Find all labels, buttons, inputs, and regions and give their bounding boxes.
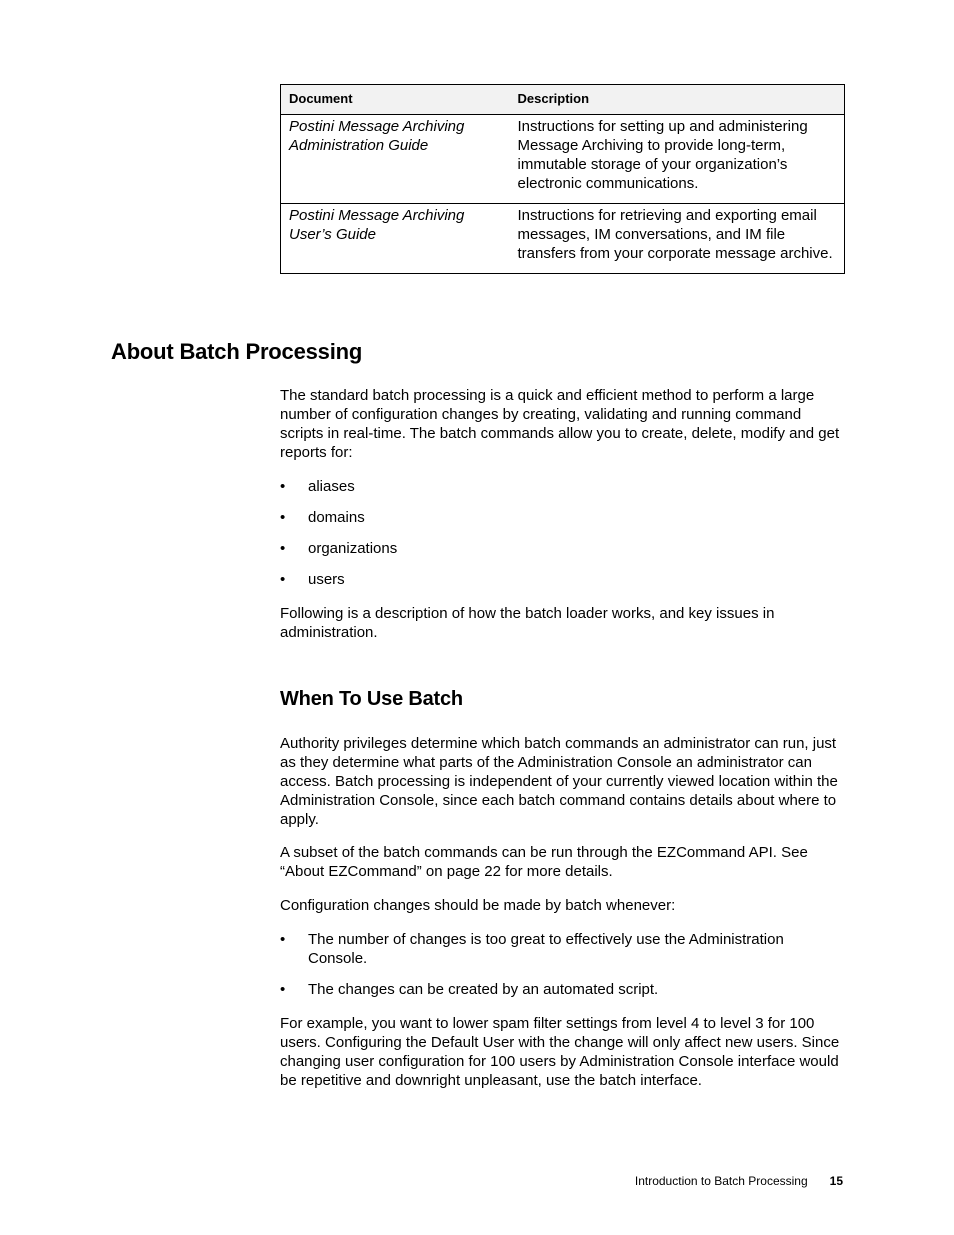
list-item <box>280 539 840 558</box>
list-item-text: organizations <box>308 540 398 557</box>
bullet-icon: • <box>280 509 286 526</box>
about-batch-closing-paragraph: Following is a description of how the batch loader works, and key issues in administration. <box>280 605 775 641</box>
list-item-text: users <box>308 571 345 588</box>
bullet-icon: • <box>280 478 286 495</box>
table-cell-document: Postini Message Archiving Administration Guide <box>289 118 465 154</box>
section-heading-about-batch-processing: About Batch Processing <box>111 339 363 364</box>
table-cell-description: Instructions for retrieving and exporting email messages, IM conversations, and IM file transfers from your corporate message archive. <box>510 204 845 274</box>
batch-object-list <box>280 477 840 589</box>
page-footer <box>635 1174 843 1188</box>
example-paragraph: For example, you want to lower spam filter settings from level 4 to level 3 for 100 users. Configuring the Default User with the change will only affect new users. Since changing user configuration for 100 users by Administration Console interface would be repetitive and downright unpleasant, use the batch interface. <box>280 1015 840 1089</box>
footer-chapter-title: Introduction to Batch Processing <box>634 1174 808 1188</box>
list-item-text: domains <box>308 509 365 526</box>
list-item <box>280 930 840 968</box>
list-item-text: The number of changes is too great to effectively use the Administration Console. <box>308 931 784 967</box>
list-item <box>280 508 840 527</box>
list-item <box>280 570 840 589</box>
column-header-document: Document <box>281 85 510 115</box>
section-heading-when-to-use-batch: When To Use Batch <box>280 688 463 710</box>
list-item <box>280 477 840 496</box>
bullet-icon: • <box>280 540 286 557</box>
table-header-row <box>281 85 845 115</box>
table-row <box>281 204 845 274</box>
batch-conditions-list <box>280 930 840 999</box>
configuration-changes-paragraph: Configuration changes should be made by batch whenever: <box>280 897 676 914</box>
page-number: 15 <box>829 1174 843 1188</box>
authority-privileges-paragraph: Authority privileges determine which batch commands an administrator can run, just as they determine what parts of the Administration Console an administrator can access. Batch processing is independent of your currently viewed location within the Administration Console, since each batch command contains details about where to apply. <box>280 735 838 828</box>
about-batch-intro-paragraph: The standard batch processing is a quick and efficient method to perform a large number of configuration changes by creating, validating and running command scripts in real-time. The batch commands allow you to create, delete, modify and get reports for: <box>280 387 840 461</box>
list-item-text: aliases <box>308 478 355 495</box>
column-header-description: Description <box>510 85 845 115</box>
list-item <box>280 980 840 999</box>
reference-documents-table-container <box>280 84 844 274</box>
table-cell-description: Instructions for setting up and administering Message Archiving to provide long-term, immutable storage of your organization’s electronic communications. <box>517 118 808 192</box>
list-item-text: The changes can be created by an automated script. <box>308 981 659 998</box>
reference-documents-table <box>280 84 845 274</box>
bullet-icon: • <box>280 981 286 998</box>
bullet-icon: • <box>280 931 286 948</box>
ezcommand-paragraph: A subset of the batch commands can be run through the EZCommand API. See “About EZCommand” on page 22 for more details. <box>280 844 808 880</box>
table-row <box>281 115 845 204</box>
bullet-icon: • <box>280 571 286 588</box>
table-cell-document: Postini Message Archiving User’s Guide <box>281 204 510 274</box>
